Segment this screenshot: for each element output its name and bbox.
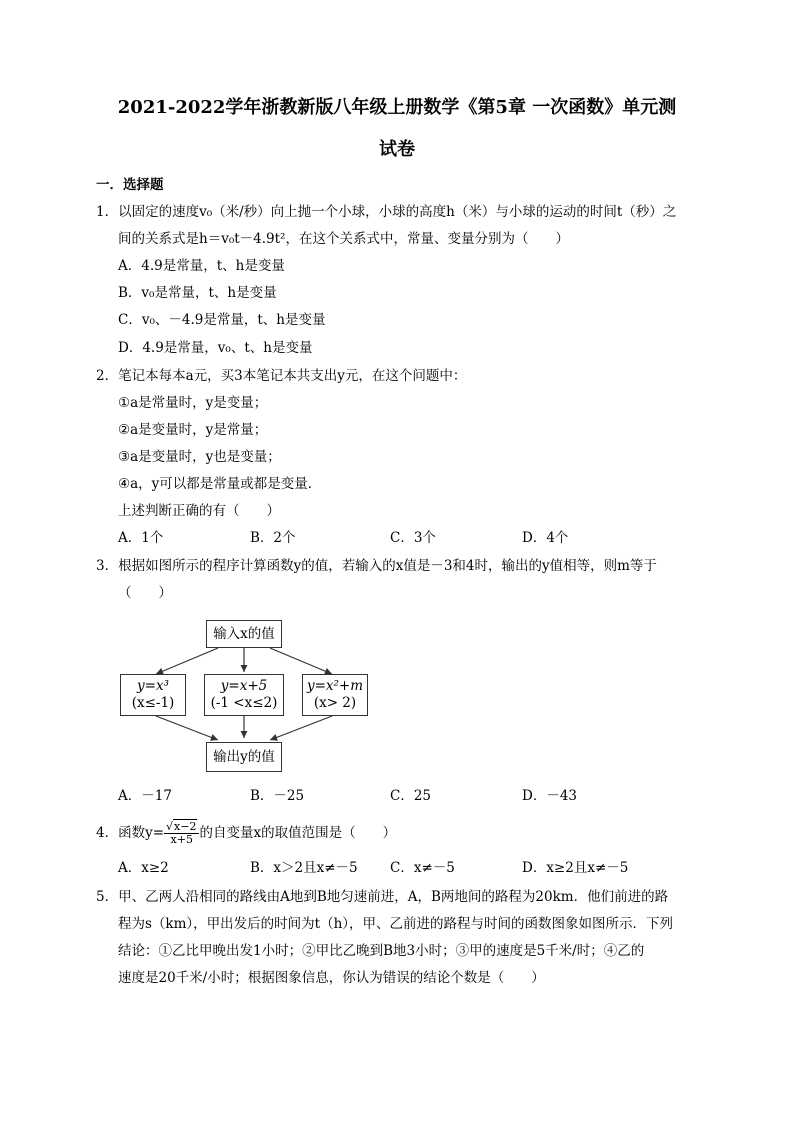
q2-option-b: B．2个 bbox=[250, 530, 296, 546]
flow-mid-cond: (-1 <x≤2) bbox=[210, 695, 278, 711]
q3-option-b: B．－25 bbox=[250, 788, 305, 804]
flow-mid-eq: y=x+5 bbox=[220, 678, 268, 694]
q4-option-a: A．x≥2 bbox=[118, 860, 169, 876]
q5-line-1: 5．甲、乙两人沿相同的路线由A地到B地匀速前进，A，B两地间的路程为20km．他们前进的路 bbox=[96, 889, 669, 905]
q3-line-1: 3．根据如图所示的程序计算函数y的值，若输入的x值是－3和4时，输出的y值相等，则m等于 bbox=[96, 558, 657, 574]
flow-output-box: 输出y的值 bbox=[206, 742, 282, 772]
q5-line-4: 速度是20千米/小时；根据图象信息，你认为错误的结论个数是（ ） bbox=[118, 970, 545, 986]
q2-option-c: C．3个 bbox=[390, 530, 436, 546]
q1-option-c: C．v₀、－4.9是常量，t、h是变量 bbox=[118, 312, 326, 328]
title-line-2: 试卷 bbox=[379, 139, 415, 160]
q5-line-3: 结论：①乙比甲晚出发1小时；②甲比乙晚到B地3小时；③甲的速度是5千米/时；④乙的 bbox=[118, 943, 645, 959]
q4-option-c: C．x≠－5 bbox=[390, 860, 455, 876]
arrow-to-right bbox=[270, 648, 332, 674]
q2-statement-3: ③a是变量时，y也是变量； bbox=[118, 449, 281, 465]
q1-option-b: B．v₀是常量，t、h是变量 bbox=[118, 285, 277, 301]
q3-option-d: D．－43 bbox=[522, 788, 578, 804]
q1-option-d: D．4.9是常量，v₀、t、h是变量 bbox=[118, 340, 313, 356]
arrow-from-left bbox=[156, 716, 218, 740]
q4-option-b: B．x＞2且x≠－5 bbox=[250, 860, 358, 876]
flow-left-box bbox=[120, 674, 186, 716]
flow-right-eq: y=x²+m bbox=[306, 678, 364, 694]
q2-option-a: A．1个 bbox=[118, 530, 164, 546]
arrow-to-left bbox=[156, 648, 218, 674]
flow-left-cond: (x≤-1) bbox=[131, 695, 175, 711]
q4-prefix: 4．函数y= bbox=[96, 825, 165, 841]
q2-line-1: 2．笔记本每本a元，买3本笔记本共支出y元，在这个问题中： bbox=[96, 368, 467, 384]
q1-option-a: A．4.9是常量，t、h是变量 bbox=[118, 258, 285, 274]
q2-statement-4: ④a，y可以都是常量或都是变量． bbox=[118, 476, 322, 492]
flow-left-eq: y=x³ bbox=[137, 678, 169, 694]
arrow-from-right bbox=[270, 716, 332, 740]
q1-line-2: 间的关系式是h＝v₀t－4.9t²，在这个关系式中，常量、变量分别为（ ） bbox=[118, 231, 569, 247]
q2-statement-1: ①a是常量时，y是变量； bbox=[118, 395, 268, 411]
q1-line-1: 1．以固定的速度v₀（米/秒）向上抛一个小球，小球的高度h（米）与小球的运动的时间t（秒）之 bbox=[96, 204, 677, 220]
flow-right-cond: (x> 2) bbox=[313, 695, 357, 711]
q4-fraction: $\frac{√x-2}{x+5}$ bbox=[164, 821, 199, 846]
q4-line bbox=[96, 818, 396, 848]
flow-input-box: 输入x的值 bbox=[206, 620, 282, 648]
q2-option-d: D．4个 bbox=[522, 530, 569, 546]
section-heading: 一．选择题 bbox=[96, 177, 164, 193]
q4-numerator: x−2 bbox=[174, 820, 197, 833]
q3-line-2: （ ） bbox=[118, 585, 172, 601]
q3-option-c: C．25 bbox=[390, 788, 432, 804]
q4-suffix: 的自变量x的取值范围是（ ） bbox=[199, 825, 397, 841]
q5-line-2: 程为s（km），甲出发后的时间为t（h），甲、乙前进的路程与时间的函数图象如图所示．下列 bbox=[118, 916, 674, 932]
flowchart bbox=[118, 612, 370, 782]
q4-denominator: x+5 bbox=[170, 833, 193, 846]
q2-statement-2: ②a是变量时，y是常量； bbox=[118, 422, 268, 438]
q4-option-d: D．x≥2且x≠－5 bbox=[522, 860, 629, 876]
q3-option-a: A．－17 bbox=[118, 788, 172, 804]
flow-right-box bbox=[302, 674, 368, 716]
title-line-1: 2021-2022学年浙教新版八年级上册数学《第5章 一次函数》单元测 bbox=[117, 97, 677, 118]
flow-mid-box bbox=[204, 674, 284, 716]
q2-question: 上述判断正确的有（ ） bbox=[118, 503, 280, 519]
